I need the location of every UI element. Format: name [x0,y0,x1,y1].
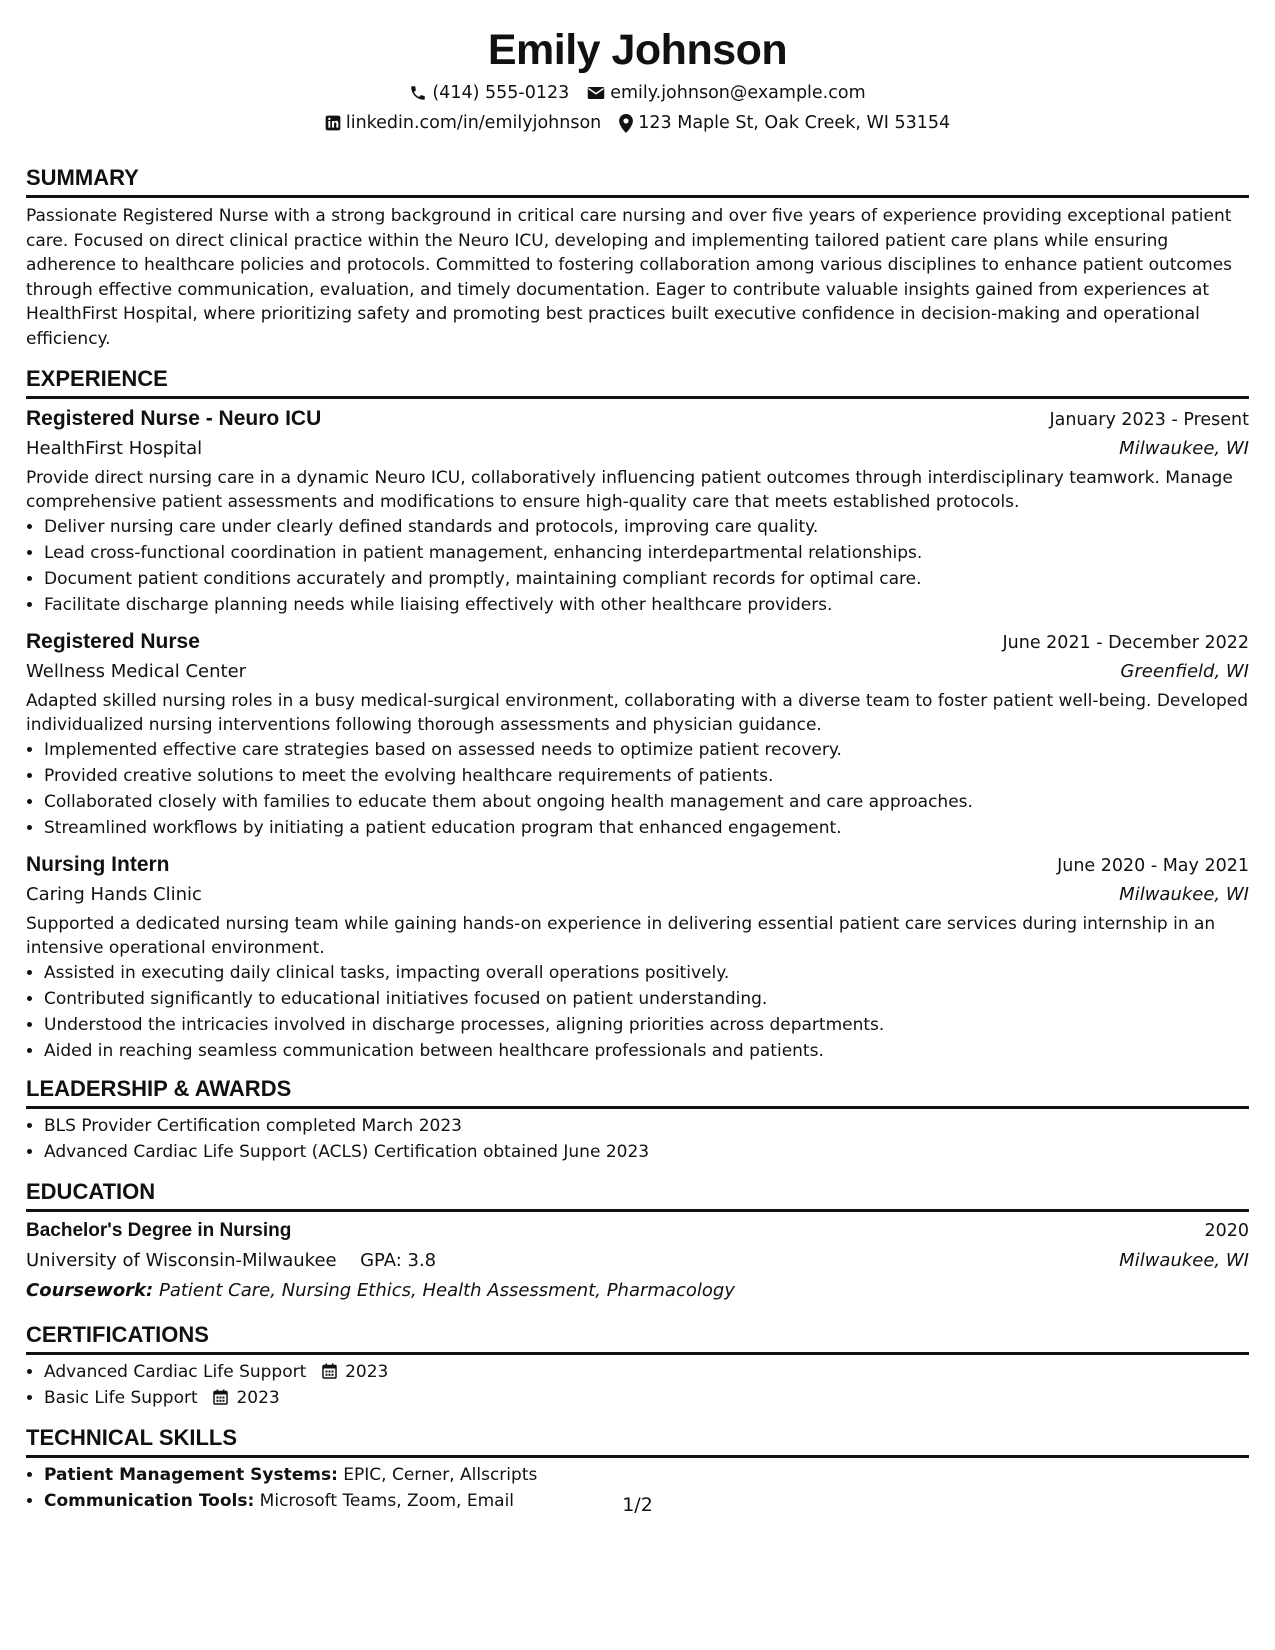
job-bullets [26,960,1249,1064]
summary-text: Passionate Registered Nurse with a strong background in critical care nursing and over five years of experience providing exceptional patient care. Focused on direct clinical practice within the Neuro ICU, developing and implementing tailored patient care plans while ensuring adherence to healthcare policies and protocols. Committed to fostering collaboration among various disciplines to enhance patient outcomes through effective communication, evaluation, and timely documentation. Eager to contribute valuable insights gained from experiences at HealthFirst Hospital, where prioritizing safety and promoting best practices built executive confidence in decision-making and operational efficiency. [26,206,1233,349]
certifications-list [26,1359,1249,1411]
calendar-icon [322,1363,337,1379]
skill-value: Microsoft Teams, Zoom, Email [259,1491,515,1511]
list-item: • Deliver nursing care under clearly defined standards and protocols, improving care quality. [44,514,1249,540]
skill-label: Communication Tools: [44,1491,255,1511]
list-item: • Collaborated closely with families to educate them about ongoing health management and care approaches. [44,789,1249,815]
skill-label: Patient Management Systems: [44,1465,338,1485]
list-item: • Implemented effective care strategies based on assessed needs to optimize patient recovery. [44,737,1249,763]
address-contact [619,108,950,138]
job-bullets [26,737,1249,841]
list-item: • Understood the intricacies involved in discharge processes, aligning priorities across departments. [44,1012,1249,1038]
job-dates: June 2021 - December 2022 [1002,633,1249,653]
list-item: • Contributed significantly to educational initiatives focused on patient understanding. [44,986,1249,1012]
awards-heading: LEADERSHIP & AWARDS [26,1074,1249,1109]
job-entry [26,626,1249,841]
certification-name: Advanced Cardiac Life Support [44,1362,307,1382]
job-description: Supported a dedicated nursing team while gaining hands-on experience in delivering essential patient care services during internship in an intensive operational environment. [26,914,1216,958]
job-location: Milwaukee, WI [1119,438,1249,459]
job-title: Registered Nurse [26,630,200,653]
certification-year: 2023 [345,1362,389,1382]
list-item: • Provided creative solutions to meet the evolving healthcare requirements of patients. [44,763,1249,789]
job-description: Adapted skilled nursing roles in a busy medical-surgical environment, collaborating with a diverse team to foster patient well-being. Developed individualized nursing interventions following thorough assessments and physician guidance. [26,691,1249,735]
job-description: Provide direct nursing care in a dynamic Neuro ICU, collaboratively influencing patient outcomes through interdisciplinary teamwork. Manage comprehensive patient assessments and modifications to ensure high-quality care that meets established protocols. [26,468,1233,512]
address-text: 123 Maple St, Oak Creek, WI 53154 [638,113,951,133]
job-entry [26,403,1249,618]
coursework [26,1276,1249,1306]
summary-heading: SUMMARY [26,163,1249,198]
phone-text: (414) 555-0123 [432,83,570,103]
list-item: • Facilitate discharge planning needs while liaising effectively with other healthcare providers. [44,592,1249,618]
education-entry [26,1215,1249,1306]
job-dates: June 2020 - May 2021 [1057,856,1249,876]
job-company: Wellness Medical Center [26,661,247,682]
contact-row-1 [26,78,1249,108]
gpa: GPA: 3.8 [360,1250,437,1271]
phone-icon [409,84,427,102]
skills-heading: TECHNICAL SKILLS [26,1423,1249,1458]
map-pin-icon [619,114,633,133]
job-title: Registered Nurse - Neuro ICU [26,407,322,430]
list-item: • Advanced Cardiac Life Support (ACLS) Certification obtained June 2023 [44,1139,1249,1165]
linkedin-contact[interactable] [325,108,601,138]
list-item [44,1462,1249,1488]
resume-page [26,0,1249,1514]
job-bullets [26,514,1249,618]
job-location: Greenfield, WI [1120,661,1249,682]
job-company: HealthFirst Hospital [26,438,203,459]
experience-heading: EXPERIENCE [26,364,1249,399]
awards-list [26,1113,1249,1165]
list-item [44,1385,1249,1411]
certifications-heading: CERTIFICATIONS [26,1320,1249,1355]
school-line [26,1246,436,1276]
list-item: • Lead cross-functional coordination in patient management, enhancing interdepartmental relationships. [44,540,1249,566]
degree-title: Bachelor's Degree in Nursing [26,1220,292,1241]
list-item: • Document patient conditions accurately and promptly, maintaining compliant records for optimal care. [44,566,1249,592]
calendar-icon [213,1389,228,1405]
candidate-name: Emily Johnson [487,26,788,74]
school-location: Milwaukee, WI [1119,1250,1249,1271]
contact-row-2 [26,108,1249,138]
email-contact[interactable] [587,78,865,108]
envelope-icon [587,85,605,101]
school-name: University of Wisconsin-Milwaukee [26,1250,337,1271]
job-company: Caring Hands Clinic [26,884,202,905]
certification-name: Basic Life Support [44,1388,198,1408]
phone-contact [409,78,569,108]
coursework-label: Coursework: [26,1280,154,1301]
linkedin-icon [325,115,341,131]
email-text[interactable]: emily.johnson@example.com [610,83,866,103]
page-number: 1/2 [622,1494,653,1516]
job-location: Milwaukee, WI [1119,884,1249,905]
job-title: Nursing Intern [26,853,170,876]
job-dates: January 2023 - Present [1049,410,1249,430]
list-item: • Assisted in executing daily clinical tasks, impacting overall operations positively. [44,960,1249,986]
certification-year: 2023 [236,1388,280,1408]
list-item: • Streamlined workflows by initiating a patient education program that enhanced engagement. [44,815,1249,841]
list-item: • Aided in reaching seamless communication between healthcare professionals and patients. [44,1038,1249,1064]
linkedin-text[interactable]: linkedin.com/in/emilyjohnson [345,113,602,133]
education-heading: EDUCATION [26,1177,1249,1212]
job-entry [26,849,1249,1064]
coursework-list: Patient Care, Nursing Ethics, Health Assessment, Pharmacology [158,1280,735,1301]
list-item [44,1359,1249,1385]
graduation-year: 2020 [1204,1221,1249,1241]
skill-value: EPIC, Cerner, Allscripts [343,1465,538,1485]
list-item: • BLS Provider Certification completed March 2023 [44,1113,1249,1139]
